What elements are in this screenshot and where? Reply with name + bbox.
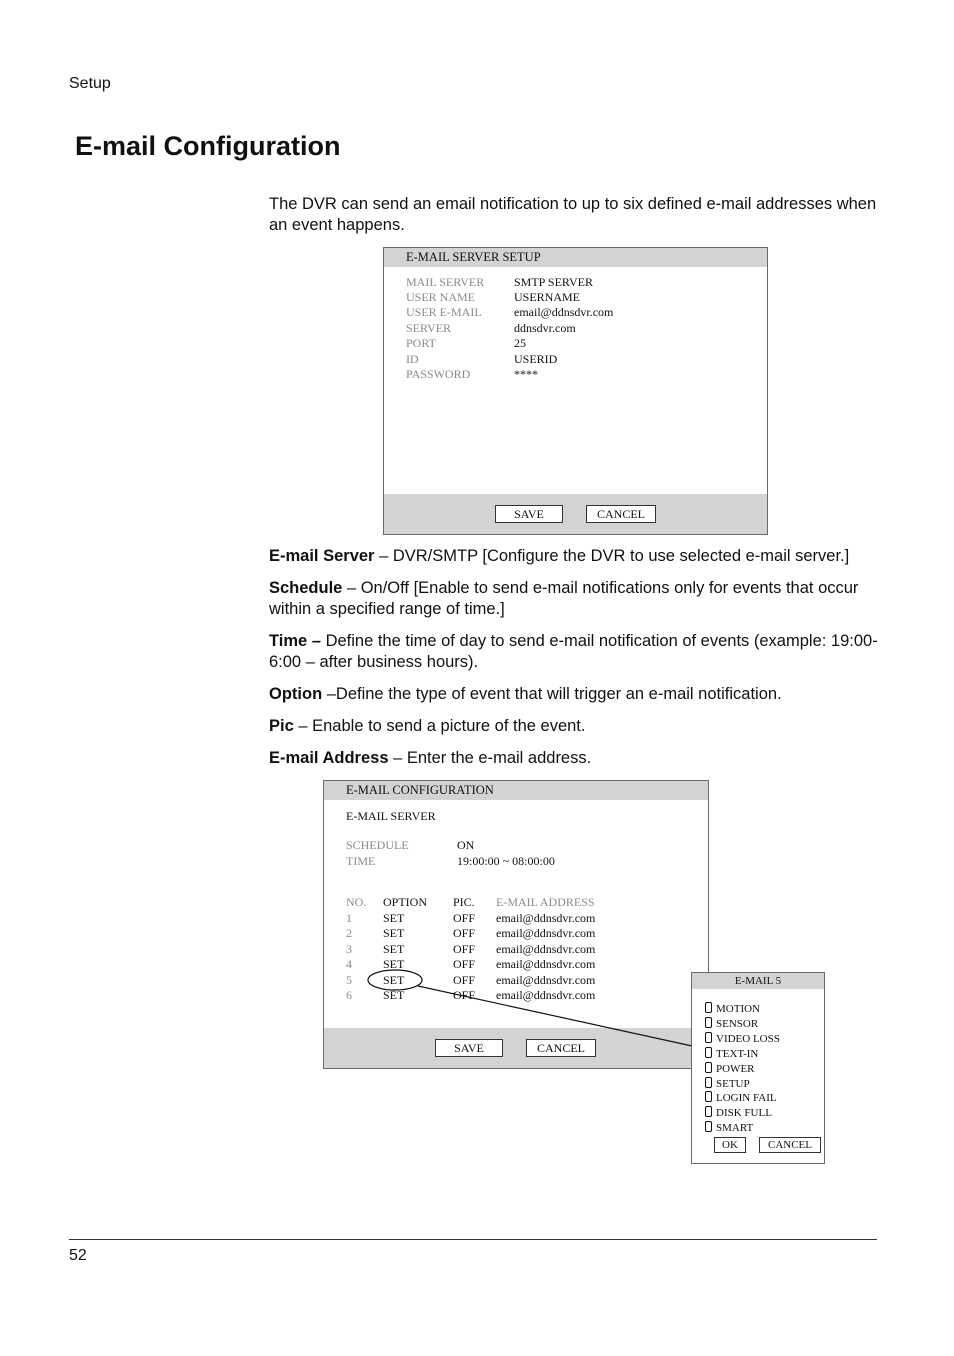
col-option-header: OPTION [383,895,427,909]
desc-option: Option –Define the type of event that will trigger an e-mail notification. [269,685,782,703]
checkbox-icon [705,1121,712,1132]
row-no: 5 [346,973,352,987]
row-option-set[interactable]: SET [383,973,405,987]
highlight-ellipse [368,970,422,990]
section-header: Setup [69,75,111,92]
desc-email-address: E-mail Address – Enter the e-mail address. [269,749,592,767]
row-pic[interactable]: OFF [453,926,476,940]
row-address[interactable]: email@ddnsdvr.com [496,926,596,940]
option-sensor[interactable]: SENSOR [705,1017,780,1032]
field-label: PORT [406,336,436,350]
schedule-label: SCHEDULE [346,838,409,852]
checkbox-icon [705,1091,712,1102]
time-value[interactable]: 19:00:00 ~ 08:00:00 [457,854,555,868]
row-no: 1 [346,911,352,925]
port-value[interactable]: 25 [514,336,526,350]
intro-paragraph: The DVR can send an email notification to up to six defined e-mail addresses when an event happens. [269,195,877,234]
cancel-button[interactable]: CANCEL [586,505,656,523]
id-value[interactable]: USERID [514,352,558,366]
checkbox-icon [705,1077,712,1088]
row-address[interactable]: email@ddnsdvr.com [496,942,596,956]
option-list [705,1002,780,1136]
field-label: SERVER [406,321,452,335]
option-smart[interactable]: SMART [705,1121,780,1136]
field-label: PASSWORD [406,367,471,381]
checkbox-icon [705,1062,712,1073]
password-value[interactable]: **** [514,367,538,381]
row-address[interactable]: email@ddnsdvr.com [496,973,596,987]
row-pic[interactable]: OFF [453,957,476,971]
checkbox-icon [705,1017,712,1028]
col-pic-header: PIC. [453,895,475,909]
row-option-set[interactable]: SET [383,911,405,925]
schedule-value[interactable]: ON [457,838,475,852]
user-name-value[interactable]: USERNAME [514,290,581,304]
field-label: USER NAME [406,290,476,304]
save-button[interactable]: SAVE [435,1039,503,1057]
row-pic[interactable]: OFF [453,973,476,987]
row-address[interactable]: email@ddnsdvr.com [496,911,596,925]
option-setup[interactable]: SETUP [705,1077,780,1092]
row-no: 4 [346,957,352,971]
checkbox-icon [705,1032,712,1043]
mail-server-value[interactable]: SMTP SERVER [514,275,593,289]
checkbox-icon [705,1047,712,1058]
row-address[interactable]: email@ddnsdvr.com [496,988,596,1002]
row-pic[interactable]: OFF [453,911,476,925]
option-power[interactable]: POWER [705,1062,780,1077]
checkbox-icon [705,1106,712,1117]
row-no: 3 [346,942,352,956]
field-label: USER E-MAIL [406,305,482,319]
email-server-label[interactable]: E-MAIL SERVER [346,809,436,823]
row-option-set[interactable]: SET [383,957,405,971]
field-label: MAIL SERVER [406,275,485,289]
col-no-header: NO. [346,895,367,909]
option-disk-full[interactable]: DISK FULL [705,1106,780,1121]
cancel-button[interactable]: CANCEL [526,1039,596,1057]
row-option-set[interactable]: SET [383,942,405,956]
page-title: E-mail Configuration [75,131,341,161]
screen-title: E-MAIL SERVER SETUP [384,248,767,267]
time-label: TIME [346,854,376,868]
desc-pic: Pic – Enable to send a picture of the event. [269,717,586,735]
row-address[interactable]: email@ddnsdvr.com [496,957,596,971]
email5-popup [691,972,825,1164]
screen-title: E-MAIL CONFIGURATION [324,781,708,800]
field-label: ID [406,352,419,366]
save-button[interactable]: SAVE [495,505,563,523]
desc-email-server: E-mail Server – DVR/SMTP [Configure the DVR to use selected e-mail server.] [269,547,850,565]
row-option-set[interactable]: SET [383,926,405,940]
desc-time: Time – Define the time of day to send e-mail notification of events (example: 19:00-6:00 – after business hours). [269,632,878,671]
row-pic[interactable]: OFF [453,988,476,1002]
footer-rule [69,1239,877,1240]
cancel-button[interactable]: CANCEL [759,1137,821,1153]
row-pic[interactable]: OFF [453,942,476,956]
option-login-fail[interactable]: LOGIN FAIL [705,1091,780,1106]
col-address-header: E-MAIL ADDRESS [496,895,595,909]
row-no: 6 [346,988,352,1002]
option-video-loss[interactable]: VIDEO LOSS [705,1032,780,1047]
ok-button[interactable]: OK [714,1137,746,1153]
desc-schedule: Schedule – On/Off [Enable to send e-mail notifications only for events that occur within a specified range of time.] [269,579,859,618]
user-email-value[interactable]: email@ddnsdvr.com [514,305,614,319]
server-value[interactable]: ddnsdvr.com [514,321,576,335]
row-no: 2 [346,926,352,940]
option-motion[interactable]: MOTION [705,1002,780,1017]
option-text-in[interactable]: TEXT-IN [705,1047,780,1062]
callout-line [418,986,692,1046]
popup-title: E-MAIL 5 [692,973,824,989]
page-number: 52 [69,1247,87,1264]
row-option-set[interactable]: SET [383,988,405,1002]
checkbox-icon [705,1002,712,1013]
